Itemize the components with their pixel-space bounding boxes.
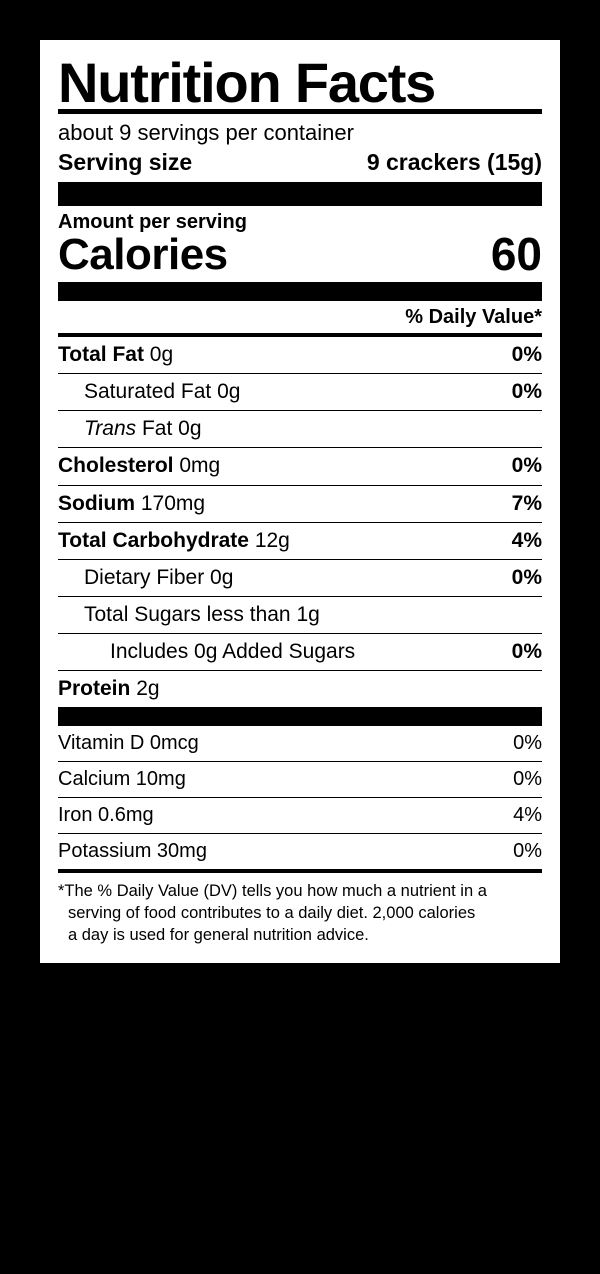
nutrient-name	[58, 417, 202, 441]
nutrient-row	[58, 670, 542, 707]
nutrient-name	[58, 492, 205, 516]
servings-per-container: about 9 servings per container	[58, 120, 354, 146]
nutrient-row	[58, 596, 542, 633]
vitamin-daily-value: 4%	[513, 804, 542, 827]
nutrient-label: Cholesterol	[58, 454, 174, 478]
calories-label: Calories	[58, 229, 228, 279]
vitamin-name: Vitamin D 0mcg	[58, 732, 199, 755]
thick-divider-vitamins	[58, 707, 542, 726]
amount-per-serving-label: Amount per serving	[58, 210, 247, 233]
nutrient-name	[58, 343, 173, 367]
nutrient-label: Protein	[58, 677, 131, 701]
page-title: Nutrition Facts	[58, 51, 436, 114]
nutrient-row	[58, 373, 542, 410]
serving-size-value: 9 crackers (15g)	[366, 148, 542, 175]
calories-value: 60	[490, 227, 542, 280]
nutrient-row	[58, 333, 542, 373]
nutrient-daily-value: 0%	[511, 454, 542, 478]
nutrient-row	[58, 447, 542, 484]
nutrient-daily-value: 0%	[511, 380, 542, 404]
vitamin-name: Iron 0.6mg	[58, 804, 154, 827]
footnote-line-2: serving of food contributes to a daily diet. 2,000 calories	[68, 904, 476, 923]
nutrient-amount: 0g	[217, 380, 241, 404]
thick-divider-calories	[58, 282, 542, 301]
footnote	[58, 869, 542, 946]
nutrient-label: Total Fat	[58, 342, 144, 366]
nutrition-facts-panel	[40, 40, 560, 963]
vitamin-name: Calcium 10mg	[58, 768, 186, 791]
nutrient-label: Total Sugars less than	[84, 602, 291, 626]
nutrient-amount: 170mg	[140, 491, 206, 515]
nutrient-name	[58, 640, 355, 664]
vitamin-daily-value: 0%	[513, 732, 542, 755]
nutrient-amount: 2g	[136, 677, 160, 701]
vitamin-list	[58, 726, 542, 869]
nutrient-amount: 0mg	[179, 454, 221, 478]
thick-divider-top	[58, 182, 542, 206]
nutrient-name	[58, 566, 233, 590]
serving-size-label: Serving size	[58, 148, 193, 175]
nutrient-label: Total Carbohydrate	[58, 528, 249, 552]
nutrient-row	[58, 410, 542, 447]
vitamin-row	[58, 761, 542, 797]
nutrient-amount: 0g	[210, 565, 234, 589]
nutrient-name	[58, 677, 160, 701]
nutrient-daily-value: 0%	[511, 640, 542, 664]
nutrient-name	[58, 380, 240, 404]
nutrient-label: Includes 0g Added Sugars	[110, 640, 356, 664]
nutrient-label: Trans	[84, 417, 137, 441]
daily-value-header: % Daily Value*	[405, 305, 542, 328]
nutrient-row	[58, 485, 542, 522]
nutrient-row	[58, 633, 542, 670]
nutrient-label: Dietary Fiber	[84, 565, 205, 589]
vitamin-name: Potassium 30mg	[58, 840, 207, 863]
serving-size-row	[58, 149, 542, 176]
nutrient-label: Saturated Fat	[84, 380, 212, 404]
nutrient-amount: Fat 0g	[141, 417, 202, 441]
footnote-line-1: *The % Daily Value (DV) tells you how much a nutrient in a	[58, 882, 487, 901]
nutrient-daily-value: 7%	[511, 491, 542, 515]
nutrient-amount: 0g	[149, 342, 174, 366]
nutrient-amount: 12g	[254, 528, 290, 552]
vitamin-daily-value: 0%	[513, 840, 542, 863]
vitamin-row	[58, 797, 542, 833]
nutrient-name	[58, 529, 290, 553]
footnote-line-3: a day is used for general nutrition advice.	[68, 925, 369, 944]
vitamin-daily-value: 0%	[513, 768, 542, 791]
nutrient-name	[58, 603, 320, 627]
nutrient-daily-value: 4%	[511, 528, 542, 552]
vitamin-row	[58, 726, 542, 761]
nutrient-daily-value: 0%	[511, 342, 542, 366]
nutrient-daily-value: 0%	[511, 565, 542, 589]
nutrient-label: Sodium	[58, 491, 135, 515]
nutrient-amount: 1g	[296, 602, 320, 626]
vitamin-row	[58, 833, 542, 869]
nutrient-row	[58, 522, 542, 559]
calories-row	[58, 227, 542, 280]
nutrient-name	[58, 454, 220, 478]
nutrient-list	[58, 333, 542, 707]
nutrient-row	[58, 559, 542, 596]
